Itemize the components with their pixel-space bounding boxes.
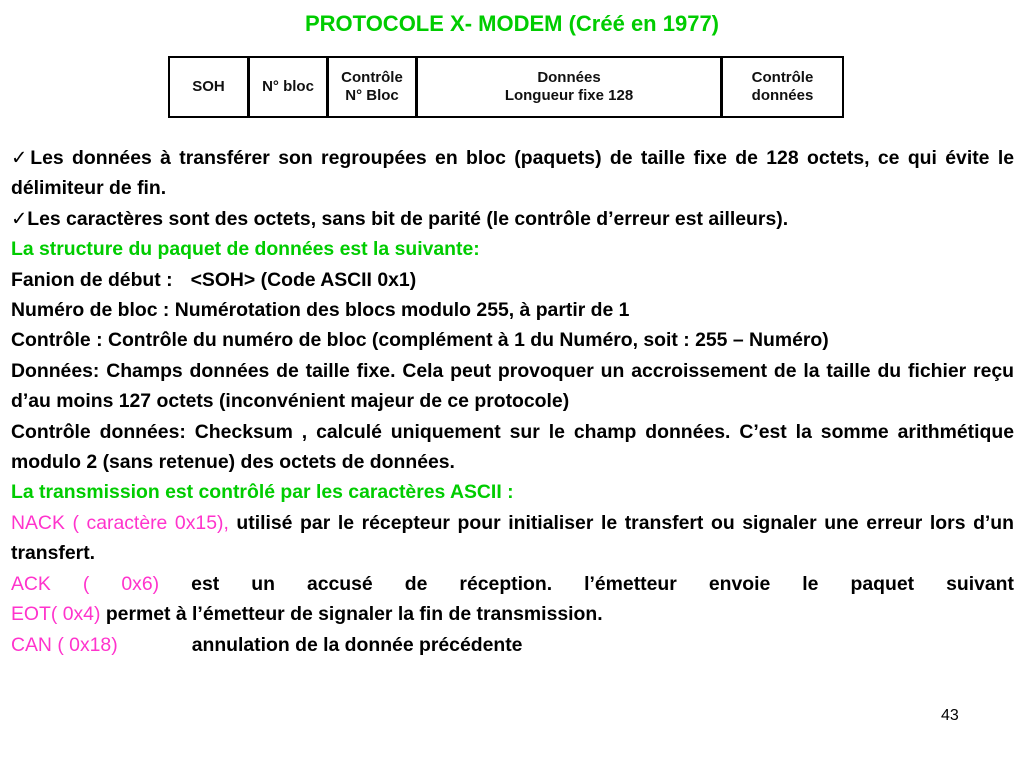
structure-heading: La structure du paquet de données est la suivante:	[11, 238, 480, 261]
field-block-check	[329, 58, 418, 116]
field-data-check-line2: données	[751, 87, 814, 104]
field-block-check-line1: Contrôle	[341, 69, 403, 86]
can-code: CAN ( 0x18)	[11, 633, 118, 656]
eot-code: EOT( 0x4)	[11, 603, 101, 626]
can-text: annulation de la donnée précédente	[191, 633, 523, 656]
nack-line	[11, 508, 1014, 569]
field-data	[418, 58, 723, 116]
page-number: 43	[941, 707, 959, 724]
fanion-label: Fanion de début :	[11, 268, 173, 291]
page-title: PROTOCOLE X- MODEM (Créé en 1977)	[304, 11, 719, 36]
field-data-line1: Données	[537, 69, 601, 86]
field-block-number	[250, 58, 329, 116]
numero-line: Numéro de bloc : Numérotation des blocs modulo 255, à partir de 1	[11, 299, 630, 322]
field-data-check	[723, 58, 842, 116]
field-data-check-line1: Contrôle	[751, 69, 814, 86]
eot-line	[11, 599, 1014, 629]
bullet-item	[11, 143, 1014, 204]
field-block-check-line2: N° Bloc	[345, 87, 399, 104]
field-soh-label: SOH	[192, 78, 225, 95]
nack-text: utilisé par le récepteur pour initialiser le transfert ou signaler une erreur lors d’un transfert.	[11, 511, 1014, 565]
nack-code: NACK ( caractère 0x15),	[11, 511, 229, 534]
transmission-heading: La transmission est contrôlé par les caractères ASCII :	[11, 481, 514, 504]
bullet-text: Les données à transférer son regroupées en bloc (paquets) de taille fixe de 128 octets, ce qui évite le délimiteur de fin.	[11, 147, 1015, 200]
field-block-number-label: N° bloc	[262, 78, 314, 95]
bullet-item	[11, 204, 1014, 234]
bullet-text: Les caractères sont des octets, sans bit de parité (le contrôle d’erreur est ailleurs).	[27, 207, 789, 230]
eot-text: permet à l’émetteur de signaler la fin de transmission.	[100, 603, 603, 626]
slide-body	[11, 143, 1014, 660]
check-icon: ✓	[11, 207, 28, 230]
controle-line: Contrôle : Contrôle du numéro de bloc (complément à 1 du Numéro, soit : 255 – Numéro)	[11, 329, 829, 352]
fanion-line	[11, 265, 1014, 295]
ack-line	[11, 569, 1014, 599]
fanion-value: <SOH> (Code ASCII 0x1)	[190, 268, 417, 291]
field-soh	[170, 58, 250, 116]
controle-donnees-line: Contrôle données: Checksum , calculé uniquement sur le champ données. C’est la somme arithmétique modulo 2 (sans retenue) des octets de données.	[11, 420, 1014, 474]
check-icon: ✓	[11, 147, 31, 169]
field-data-line2: Longueur fixe 128	[504, 87, 634, 104]
donnees-line: Données: Champs données de taille fixe. Cela peut provoquer un accroissement de la taille du fichier reçu d’au moins 127 octets (inconvénient majeur de ce protocole)	[11, 359, 1014, 413]
ack-code: ACK ( 0x6)	[11, 572, 160, 595]
packet-diagram	[168, 56, 844, 118]
ack-text: est un accusé de réception. l’émetteur envoie le paquet suivant	[159, 572, 1014, 595]
can-line	[11, 630, 1014, 660]
